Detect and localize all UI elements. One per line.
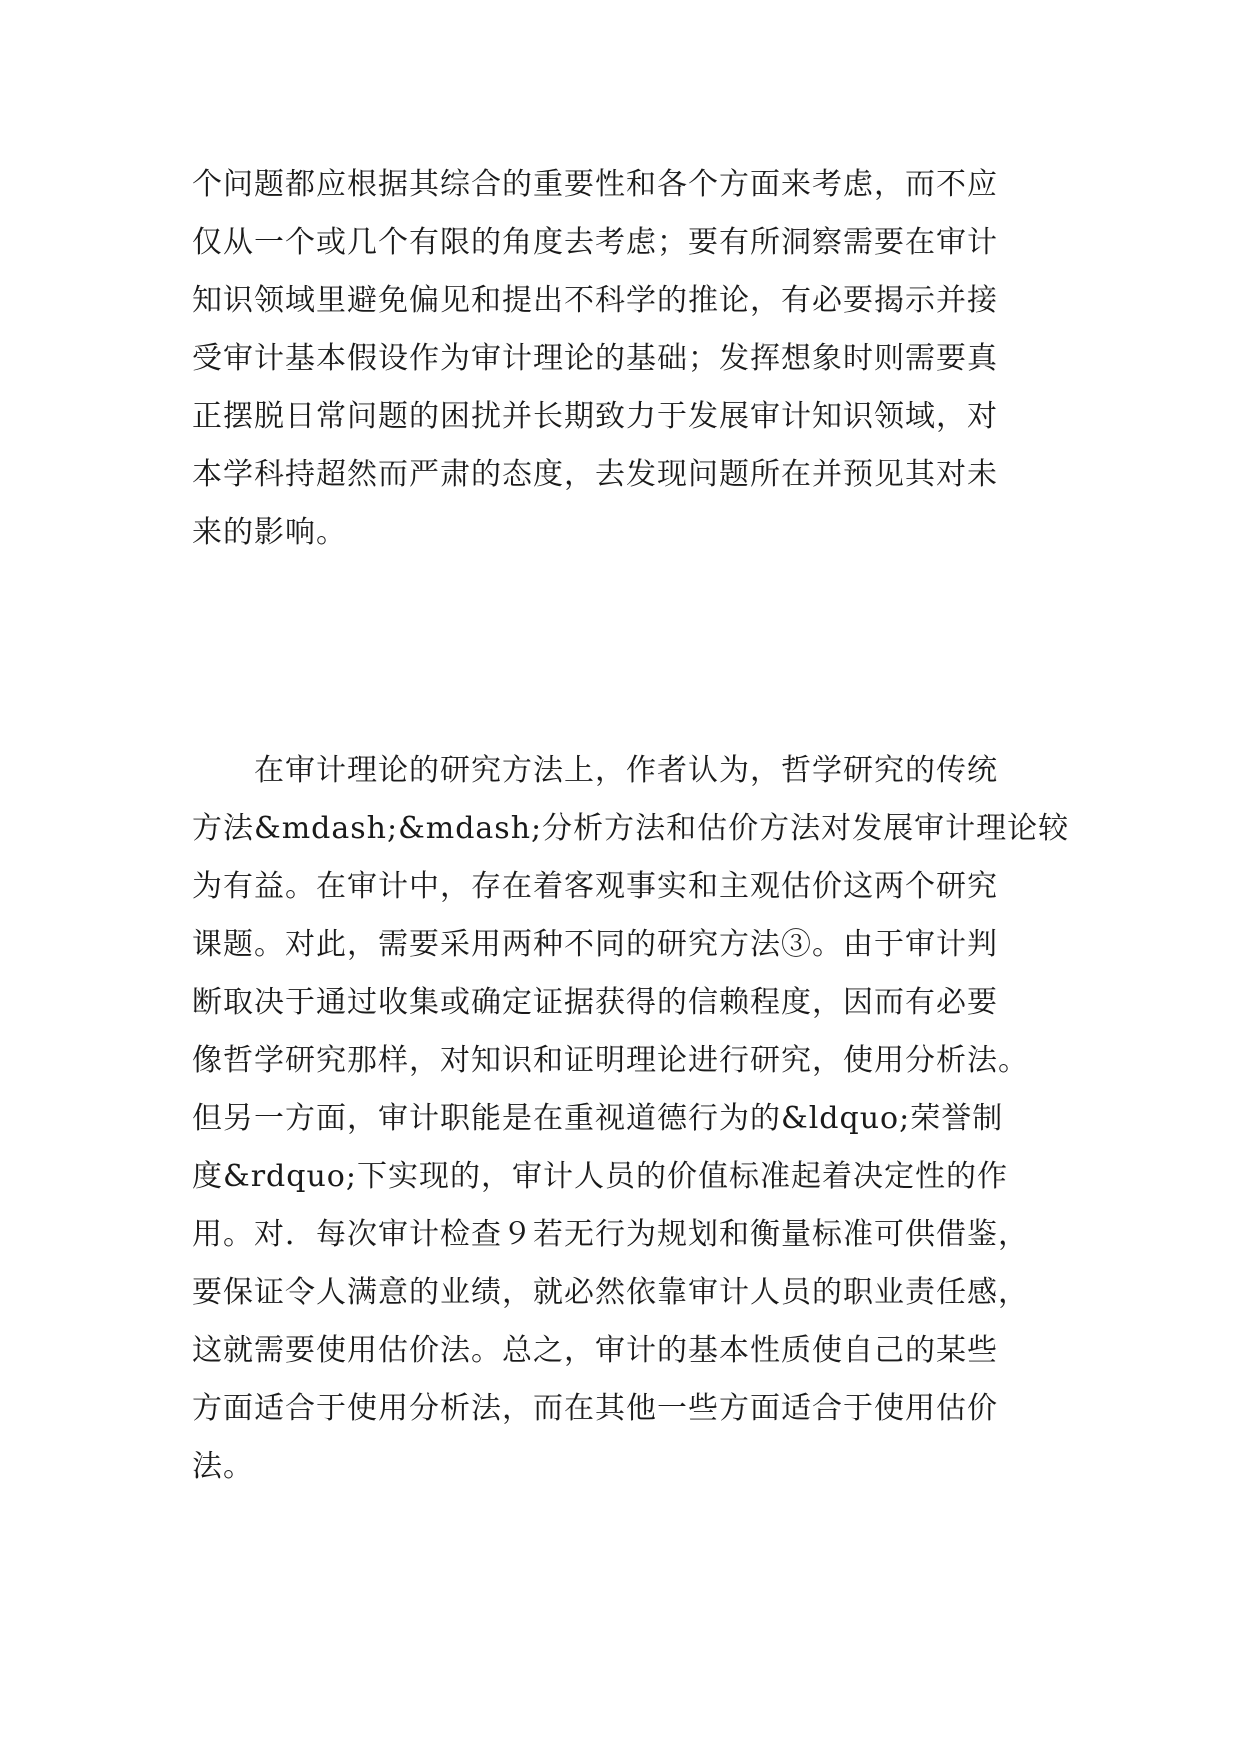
text-line: 这就需要使用估价法。总之，审计的基本性质使自己的某些 [192,1333,998,1368]
text-line: 像哲学研究那样，对知识和证明理论进行研究，使用分析法。 [192,1043,1029,1078]
text-line: 为有益。在审计中，存在着客观事实和主观估价这两个研究 [192,869,998,904]
text-line: 来的影响。 [192,515,347,550]
text-line: 在审计理论的研究方法上，作者认为，哲学研究的传统 [254,753,998,788]
text-line: 方法&mdash;&mdash;分析方法和估价方法对发展审计理论较 [192,811,1070,846]
text-line: 课题。对此，需要采用两种不同的研究方法③。由于审计判 [192,927,998,962]
text-line: 断取决于通过收集或确定证据获得的信赖程度，因而有必要 [192,985,998,1020]
text-line: 个问题都应根据其综合的重要性和各个方面来考虑，而不应 [192,167,998,202]
paragraph-2 [192,742,1070,1496]
text-line: 用。对．每次审计检查９若无行为规划和衡量标准可供借鉴， [192,1217,1029,1252]
paragraph-1 [192,156,1052,562]
text-line: 正摆脱日常问题的困扰并长期致力于发展审计知识领域，对 [192,399,998,434]
text-line: 本学科持超然而严肃的态度，去发现问题所在并预见其对未 [192,457,998,492]
text-line: 法。 [192,1449,254,1484]
text-line: 知识领域里避免偏见和提出不科学的推论，有必要揭示并接 [192,283,998,318]
text-line: 但另一方面，审计职能是在重视道德行为的&ldquo;荣誉制 [192,1101,1004,1136]
text-line: 要保证令人满意的业绩，就必然依靠审计人员的职业责任感， [192,1275,1029,1310]
text-line: 受审计基本假设作为审计理论的基础；发挥想象时则需要真 [192,341,998,376]
text-line: 方面适合于使用分析法，而在其他一些方面适合于使用估价 [192,1391,998,1426]
text-line: 仅从一个或几个有限的角度去考虑；要有所洞察需要在审计 [192,225,998,260]
text-line: 度&rdquo;下实现的，审计人员的价值标准起着决定性的作 [192,1159,1008,1194]
